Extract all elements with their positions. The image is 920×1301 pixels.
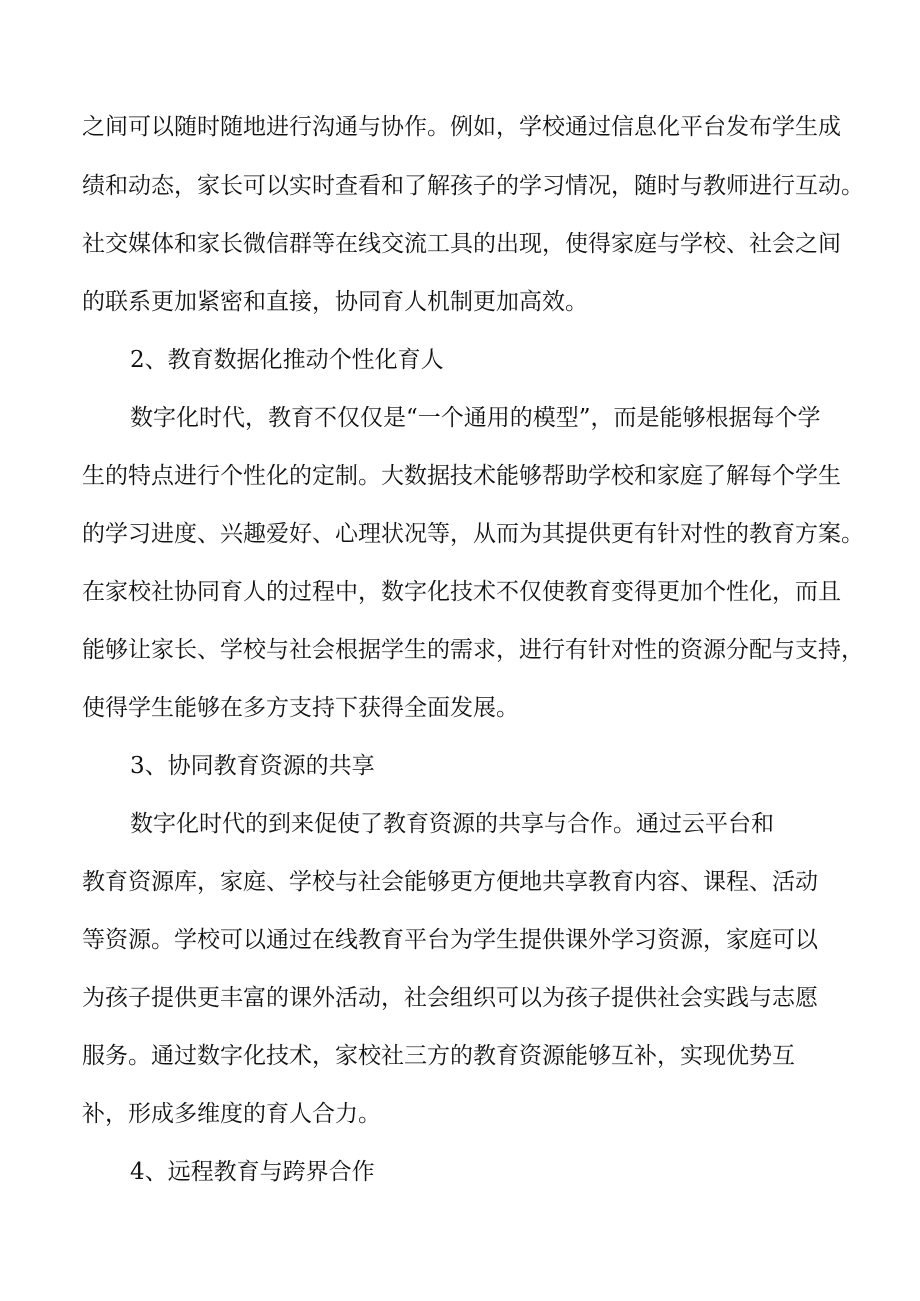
paragraph-3-line-1: 数字化时代的到来促使了教育资源的共享与合作。通过云平台和 (130, 811, 774, 837)
paragraph-1-line-3: 社交媒体和家长微信群等在线交流工具的出现，使得家庭与学校、社会之间 (82, 231, 841, 257)
paragraph-3-line-6: 补，形成多维度的育人合力。 (82, 1101, 381, 1127)
paragraph-2-line-2: 生的特点进行个性化的定制。大数据技术能够帮助学校和家庭了解每个学生 (82, 463, 841, 489)
paragraph-2-line-1: 数字化时代，教育不仅仅是“一个通用的模型”，而是能够根据每个学 (130, 405, 821, 431)
paragraph-2-line-4: 在家校社协同育人的过程中，数字化技术不仅使教育变得更加个性化，而且 (82, 579, 841, 605)
paragraph-1-line-2: 绩和动态，家长可以实时查看和了解孩子的学习情况，随时与教师进行互动。 (82, 173, 864, 199)
paragraph-2-line-6: 使得学生能够在多方支持下获得全面发展。 (82, 695, 519, 721)
paragraph-2-line-3: 的学习进度、兴趣爱好、心理状况等，从而为其提供更有针对性的教育方案。 (82, 521, 864, 547)
paragraph-3-line-4: 为孩子提供更丰富的课外活动，社会组织可以为孩子提供社会实践与志愿 (82, 985, 818, 1011)
section-heading-3: 3、协同教育资源的共享 (130, 753, 375, 779)
section-heading-4: 4、远程教育与跨界合作 (130, 1159, 375, 1185)
paragraph-1-line-4: 的联系更加紧密和直接，协同育人机制更加高效。 (82, 289, 588, 315)
paragraph-3-line-3: 等资源。学校可以通过在线教育平台为学生提供课外学习资源，家庭可以 (82, 927, 818, 953)
paragraph-1-line-1: 之间可以随时随地进行沟通与协作。例如，学校通过信息化平台发布学生成 (82, 114, 841, 140)
paragraph-3-line-5: 服务。通过数字化技术，家校社三方的教育资源能够互补，实现优势互 (82, 1043, 795, 1069)
section-heading-2: 2、教育数据化推动个性化育人 (130, 347, 444, 373)
paragraph-2-line-5: 能够让家长、学校与社会根据学生的需求，进行有针对性的资源分配与支持， (82, 637, 864, 663)
paragraph-3-line-2: 教育资源库，家庭、学校与社会能够更方便地共享教育内容、课程、活动 (82, 869, 818, 895)
